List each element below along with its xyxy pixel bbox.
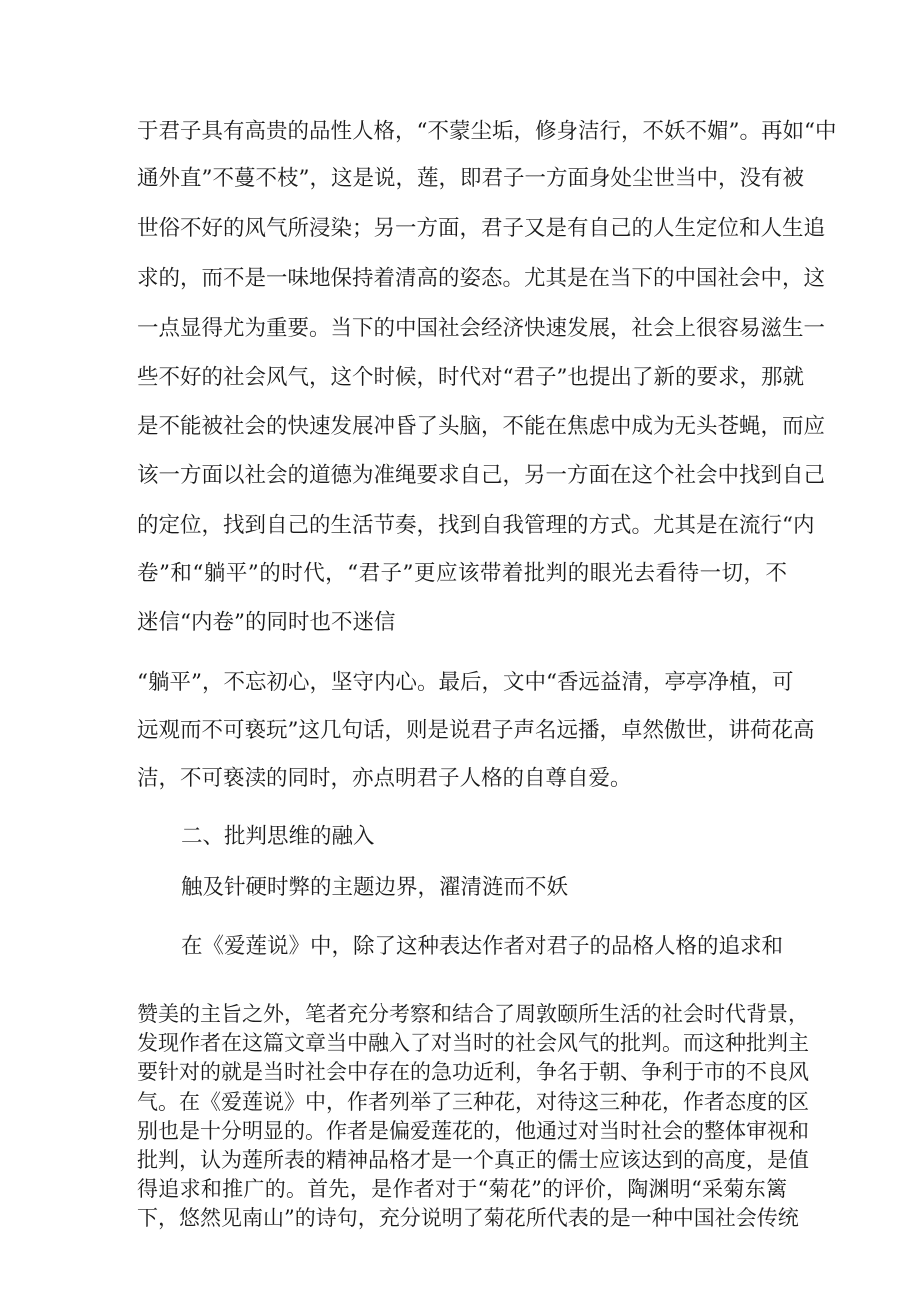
text-line: 别也是十分明显的。作者是偏爱莲花的，他通过对当时社会的整体审视和	[137, 1119, 809, 1143]
text-line: 于君子具有高贵的品性人格，“不蒙尘垢，修身洁行，不妖不媚”。再如“中	[137, 119, 837, 144]
text-line: 些不好的社会风气，这个时候，时代对“君子”也提出了新的要求，那就	[137, 365, 804, 390]
section-heading: 二、批判思维的融入	[181, 824, 375, 849]
text-line: 洁，不可亵渎的同时，亦点明君子人格的自尊自爱。	[137, 766, 632, 791]
text-line: 远观而不可亵玩”这几句话，则是说君子声名远播，卓然傲世，讲荷花高	[137, 718, 815, 743]
text-line: 批判，认为莲所表的精神品格才是一个真正的儒士应该达到的高度，是值	[137, 1148, 809, 1172]
text-line: 迷信“内卷”的同时也不迷信	[137, 610, 396, 635]
text-line: 一点显得尤为重要。当下的中国社会经济快速发展，社会上很容易滋生一	[137, 316, 826, 341]
text-line: 要针对的就是当时社会中存在的急功近利，争名于朝、争利于市的不良风	[137, 1060, 809, 1084]
text-line: 的定位，找到自己的生活节奏，找到自我管理的方式。尤其是在流行“内	[137, 513, 815, 538]
sub-heading: 触及针硬时弊的主题边界，濯清涟而不妖	[181, 875, 569, 900]
text-line: 通外直”不蔓不枝”，这是说，莲，即君子一方面身处尘世当中，没有被	[137, 166, 804, 191]
text-line: 发现作者在这篇文章当中融入了对当时的社会风气的批判。而这种批判主	[137, 1031, 809, 1055]
text-line: “躺平”，不忘初心，坚守内心。最后，文中“香远益清，亭亭净植，可	[137, 670, 794, 695]
text-line: 卷”和“躺平”的时代，“君子”更应该带着批判的眼光去看待一切，不	[137, 561, 787, 586]
text-line: 下，悠然见南山”的诗句，充分说明了菊花所代表的是一种中国社会传统	[137, 1206, 799, 1230]
text-line: 是不能被社会的快速发展冲昏了头脑，不能在焦虑中成为无头苍蝇，而应	[137, 414, 826, 439]
text-line: 世俗不好的风气所浸染；另一方面，君子又是有自己的人生定位和人生追	[137, 216, 826, 241]
text-line: 气。在《爱莲说》中，作者列举了三种花，对待这三种花，作者态度的区	[137, 1090, 809, 1114]
text-line: 赞美的主旨之外，笔者充分考察和结合了周敦颐所生活的社会时代背景，	[137, 1002, 809, 1026]
text-line: 得追求和推广的。首先，是作者对于“菊花”的评价，陶渊明“采菊东篱	[137, 1177, 787, 1201]
text-line: 该一方面以社会的道德为准绳要求自己，另一方面在这个社会中找到自己	[137, 463, 826, 488]
text-line: 求的，而不是一味地保持着清高的姿态。尤其是在当下的中国社会中，这	[137, 266, 826, 291]
paragraph-3-first-line: 在《爱莲说》中，除了这种表达作者对君子的品格人格的追求和	[181, 934, 784, 959]
